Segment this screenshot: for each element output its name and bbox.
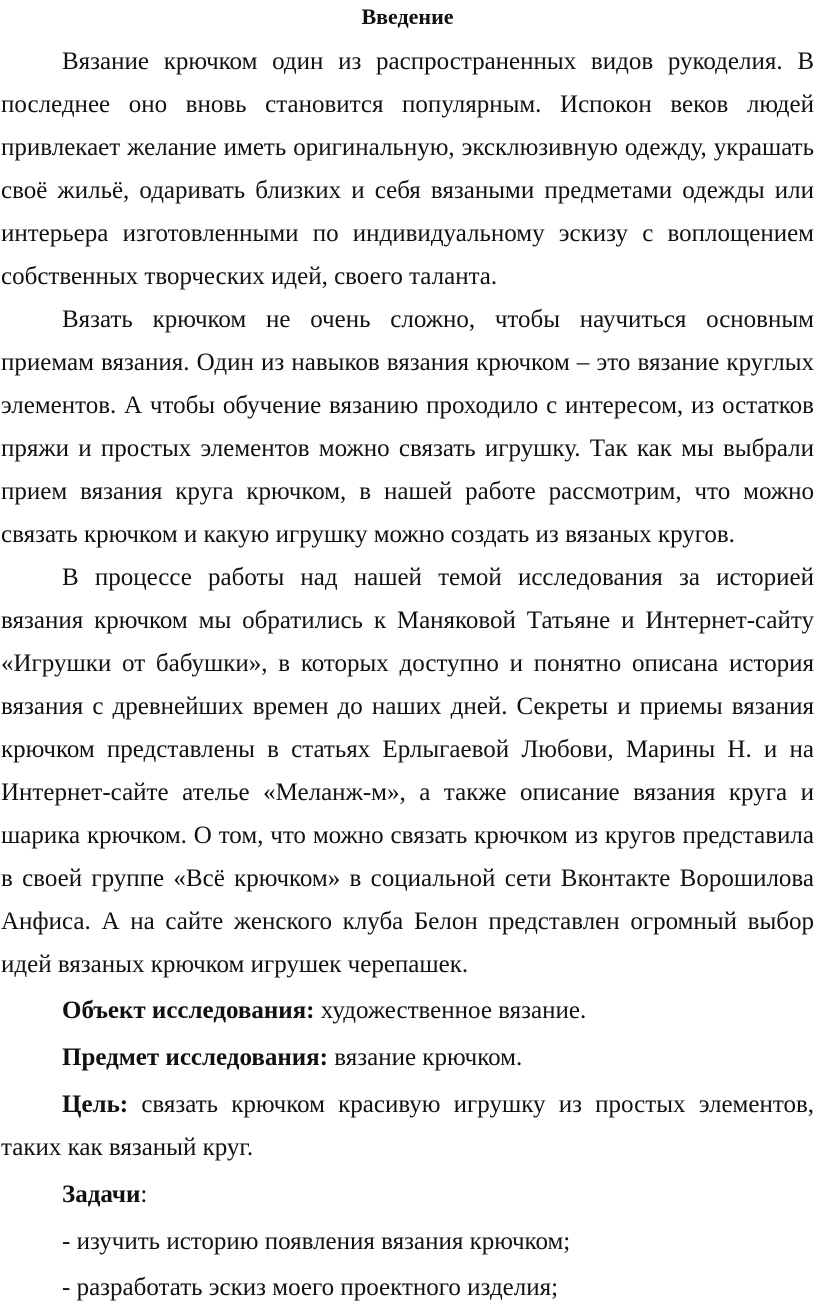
research-goal-label: Цель:: [62, 1091, 129, 1118]
research-goal: [1, 1083, 814, 1169]
research-subject-text: вязание крючком.: [328, 1044, 523, 1071]
research-object-label: Объект исследования:: [62, 997, 315, 1024]
research-object-text: художественное вязание.: [314, 997, 587, 1024]
paragraph-technique: Вязать крючком не очень сложно, чтобы научиться основным приемам вязания. Один из навыков вязания крючком – это вязание круглых элементов. А чтобы обучение вязанию проходило с интересом, из остатков пряжи и простых элементов можно связать игрушку. Так как мы выбрали прием вязания круга крючком, в нашей работе рассмотрим, что можно связать крючком и какую игрушку можно создать из вязаных кругов.: [1, 306, 814, 548]
paragraph-sources: В процессе работы над нашей темой исследования за историей вязания крючком мы обратились к Маняковой Татьяне и Интернет-сайту «Игрушки от бабушки», в которых доступно и понятно описана история вязания с древнейших времен до наших дней. Секреты и приемы вязания крючком представлены в статьях Ерлыгаевой Любови, Марины Н. и на Интернет-сайте ателье «Меланж-м», а также описание вязания круга и шарика крючком. О том, что можно связать крючком из кругов представила в своей группе «Всё крючком» в социальной сети Вконтакте Ворошилова Анфиса. А на сайте женского клуба Белон представлен огромный выбор идей вязаных крючком игрушек черепашек.: [1, 564, 814, 978]
research-object: [1, 989, 814, 1032]
research-subject: [1, 1036, 814, 1079]
task-item: - разработать эскиз моего проектного изделия;: [62, 1274, 559, 1301]
tasks-heading: [1, 1173, 814, 1216]
page-title: Введение: [361, 4, 454, 29]
task-item: - изучить историю появления вязания крючком;: [62, 1228, 571, 1255]
tasks-colon: :: [140, 1181, 148, 1208]
tasks-label: Задачи: [62, 1181, 141, 1208]
research-goal-text: связать крючком красивую игрушку из простых элементов, таких как вязаный круг.: [1, 1091, 814, 1161]
research-subject-label: Предмет исследования:: [62, 1044, 328, 1071]
paragraph-intro: Вязание крючком один из распространенных видов рукоделия. В последнее оно вновь становится популярным. Испокон веков людей привлекает желание иметь оригинальную, эксклюзивную одежду, украшать своё жильё, одаривать близких и себя вязаными предметами одежды или интерьера изготовленными по индивидуальному эскизу с воплощением собственных творческих идей, своего таланта.: [1, 48, 814, 290]
